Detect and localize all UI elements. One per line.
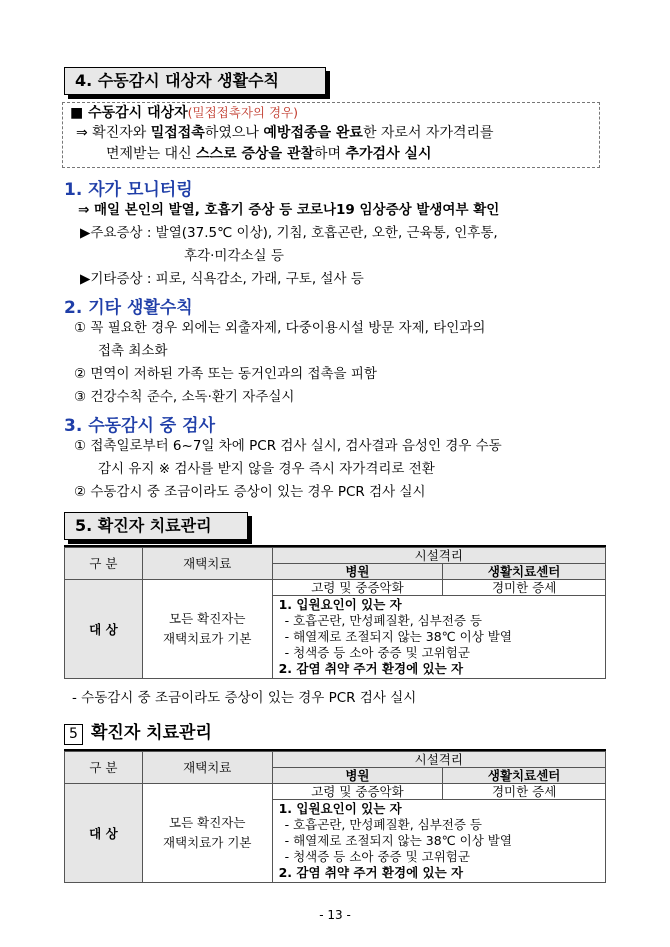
criteria-1a: - 호흡곤란, 만성폐질환, 심부전증 등	[284, 613, 483, 628]
center2-desc: 경미한 증세	[443, 784, 606, 800]
criteria2-1c: - 청색증 등 소아 중증 및 고위험군	[284, 849, 470, 864]
th2-home: 재택치료	[142, 752, 272, 784]
box-l2-b: 스스로 증상을 관찰	[196, 146, 314, 162]
section-5-title-box	[64, 512, 248, 540]
box-l2-c: 하며	[314, 146, 346, 162]
th2-hospital: 병원	[272, 768, 443, 784]
th-facility: 시설격리	[272, 548, 605, 564]
th-center: 생활치료센터	[443, 564, 606, 580]
box-line-2	[106, 144, 432, 164]
section-5-note: - 수동감시 중 조금이라도 증상이 있는 경우 PCR 검사 실시	[72, 690, 417, 706]
box-l1-b: 밀접접촉	[150, 125, 205, 141]
s1-line-1: ⇒ 매일 본인의 발열, 호흡기 증상 등 코로나19 임상증상 발생여부 확인	[78, 202, 500, 218]
criteria-1: 1. 입원요인이 있는 자	[278, 597, 402, 612]
home-desc-1: 모든 확진자는	[169, 611, 246, 626]
s1-line-3: 후각·미각소실 등	[184, 248, 284, 264]
s1-line-2: ▶주요증상 : 발열(37.5℃ 이상), 기침, 호흡곤란, 오한, 근육통, 인후통,	[80, 225, 498, 241]
box-l1-c: 하였으나	[204, 125, 264, 141]
s3-line-1: ① 접촉일로부터 6~7일 차에 PCR 검사 실시, 검사결과 음성인 경우 수동	[74, 438, 502, 454]
s2-line-3: ② 면역이 저하된 가족 또는 동거인과의 접촉을 피함	[74, 366, 377, 382]
criteria-1b: - 해열제로 조절되지 않는 38℃ 이상 발열	[284, 629, 512, 644]
s1-line-4: ▶기타증상 : 피로, 식욕감소, 가래, 구토, 설사 등	[80, 271, 364, 287]
hospital2-desc: 고령 및 중증악화	[272, 784, 443, 800]
home2-desc-2: 재택치료가 기본	[162, 835, 252, 850]
th2-gubun: 구 분	[65, 752, 143, 784]
center-desc: 경미한 증세	[443, 580, 606, 596]
section-5b-number: 5	[64, 724, 83, 745]
page-number: - 13 -	[319, 908, 351, 922]
treatment-table-1	[64, 547, 606, 679]
home2-desc-1: 모든 확진자는	[169, 815, 246, 830]
th2-center: 생활치료센터	[443, 768, 606, 784]
th-gubun: 구 분	[65, 548, 143, 580]
criteria-2: 2. 감염 취약 주거 환경에 있는 자	[278, 661, 464, 676]
section-5b-title	[64, 722, 212, 745]
criteria2-1b: - 해열제로 조절되지 않는 38℃ 이상 발열	[284, 833, 512, 848]
s3-line-2: 감시 유지 ※ 검사를 받지 않을 경우 즉시 자가격리로 전환	[98, 461, 435, 477]
box-l1-a: ⇒ 확진자와	[76, 125, 151, 141]
subsection-3-title: 3. 수동감시 중 검사	[64, 416, 215, 436]
home-desc-cell	[142, 580, 272, 679]
row2-label: 대 상	[65, 784, 143, 883]
box-heading-sub: (밀접접촉자의 경우)	[187, 105, 298, 120]
home-desc-2: 재택치료가 기본	[162, 631, 252, 646]
s2-line-4: ③ 건강수칙 준수, 소독·환기 자주실시	[74, 389, 295, 405]
s2-line-1: ① 꼭 필요한 경우 외에는 외출자제, 다중이용시설 방문 자제, 타인과의	[74, 320, 486, 336]
criteria2-1a: - 호흡곤란, 만성폐질환, 심부전증 등	[284, 817, 483, 832]
section-4-title: 4. 수동감시 대상자 생활수칙	[75, 71, 279, 90]
section-4-title-box	[64, 67, 326, 95]
criteria2-cell	[272, 800, 605, 883]
box-heading	[70, 103, 298, 123]
subsection-1-title: 1. 자가 모니터링	[64, 180, 193, 200]
hospital-desc: 고령 및 중증악화	[272, 580, 443, 596]
s3-line-3: ② 수동감시 중 조금이라도 증상이 있는 경우 PCR 검사 실시	[74, 484, 426, 500]
row-label: 대 상	[65, 580, 143, 679]
treatment-table-2	[64, 751, 606, 883]
th-hospital: 병원	[272, 564, 443, 580]
box-l1-d: 예방접종을 완료	[263, 125, 363, 141]
home2-desc-cell	[142, 784, 272, 883]
criteria-1c: - 청색증 등 소아 중증 및 고위험군	[284, 645, 470, 660]
criteria2-1: 1. 입원요인이 있는 자	[278, 801, 402, 816]
box-line-1	[76, 123, 494, 143]
s2-line-2: 접촉 최소화	[98, 343, 168, 359]
box-l1-e: 한 자로서 자가격리를	[362, 125, 494, 141]
box-heading-main: ■ 수동감시 대상자	[70, 105, 188, 121]
section-5-title: 5. 확진자 치료관리	[75, 516, 212, 535]
criteria-cell	[272, 596, 605, 679]
box-l2-a: 면제받는 대신	[106, 146, 197, 162]
box-l2-d: 추가검사 실시	[345, 146, 432, 162]
criteria2-2: 2. 감염 취약 주거 환경에 있는 자	[278, 865, 464, 880]
th2-facility: 시설격리	[272, 752, 605, 768]
section-5b-text: 확진자 치료관리	[91, 723, 212, 743]
subsection-2-title: 2. 기타 생활수칙	[64, 298, 193, 318]
th-home: 재택치료	[142, 548, 272, 580]
